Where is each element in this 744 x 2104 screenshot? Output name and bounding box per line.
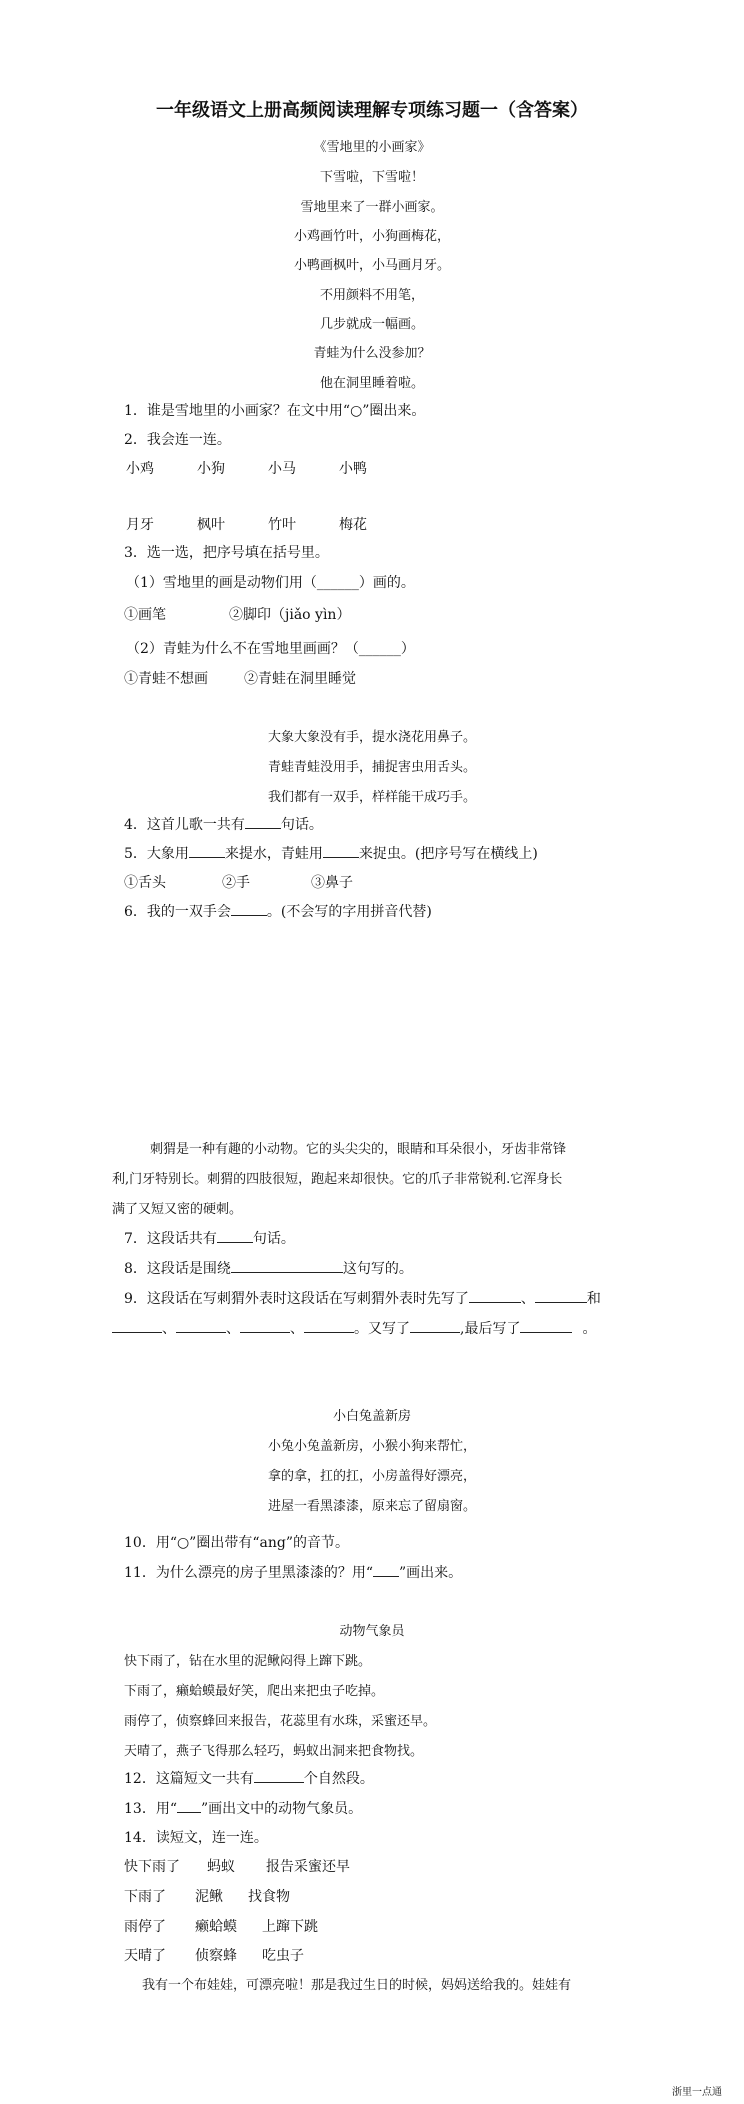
question-12 [124,1768,374,1788]
passage1-line: 雪地里来了一群小画家。 [300,200,444,215]
match-cell: 找食物 [248,1889,290,1905]
question-4 [124,814,323,834]
match-item: 月牙 [126,517,154,533]
match-animal: 小鸭 [339,461,367,477]
option: ③鼻子 [311,875,353,891]
passage1-title: 《雪地里的小画家》 [313,140,431,155]
match-cell: 雨停了 [124,1919,166,1935]
option: ②青蛙在洞里睡觉 [244,671,356,687]
question-11 [124,1562,462,1582]
question-9-cont [112,1318,596,1338]
blank[interactable] [469,1288,521,1303]
q9-sep: 、 [162,1321,176,1337]
question-3-1: （1）雪地里的画是动物们用（______）画的。 [126,575,415,591]
match-cell: 快下雨了 [124,1859,180,1875]
match-cell: 蚂蚁 [207,1859,235,1875]
q13-text-end: ”画出文中的动物气象员。 [200,1801,363,1817]
q9-sep: 、 [290,1321,304,1337]
q4-text: 4．这首儿歌一共有 [124,817,245,833]
passage1-line: 几步就成一幅画。 [319,317,424,332]
q9-and: 和 [586,1291,601,1307]
match-cell: 侦察蜂 [195,1948,237,1964]
passage5-line: 天晴了，燕子飞得那么轻巧，蚂蚁出洞来把食物找。 [124,1744,424,1759]
match-item: 枫叶 [197,517,225,533]
option: ②手 [222,875,250,891]
passage4-line: 进屋一看黑漆漆，原来忘了留扇窗。 [267,1499,476,1514]
match-cell: 吃虫子 [262,1948,304,1964]
q11-text-end: ”画出来。 [398,1565,463,1581]
question-5 [124,843,538,863]
question-10: 10．用“○”圈出带有“ang”的音节。 [124,1535,349,1551]
q6-text-end: 。(不会写的字用拼音代替) [266,904,432,920]
blank[interactable] [323,843,359,858]
match-cell: 下雨了 [124,1889,166,1905]
q8-text-end: 这句写的。 [342,1261,413,1277]
q4-text-end: 句话。 [280,817,323,833]
passage4-title: 小白兔盖新房 [332,1409,411,1424]
blank[interactable] [410,1318,460,1333]
blank[interactable] [520,1318,572,1333]
blank[interactable] [304,1318,354,1333]
match-cell: 上蹿下跳 [262,1919,318,1935]
question-7 [124,1228,295,1248]
match-item: 梅花 [339,517,367,533]
blank[interactable] [535,1288,587,1303]
passage1-line: 他在洞里睡着啦。 [319,376,424,391]
q7-text-end: 句话。 [252,1231,295,1247]
passage2-line: 青蛙青蛙没用手，捕捉害虫用舌头。 [267,760,476,775]
option: ①青蛙不想画 [124,671,208,687]
passage5-line: 雨停了，侦察蜂回来报告，花蕊里有水珠，采蜜还早。 [124,1714,437,1729]
passage3-line: 刺猬是一种有趣的小动物。它的头尖尖的，眼睛和耳朵很小，牙齿非常锋 [150,1142,567,1157]
q9-end: 。 [582,1321,597,1337]
underline-sample [177,1798,201,1813]
option: ②脚印（jiǎo yìn） [229,607,351,623]
passage4-line: 拿的拿，扛的扛，小房盖得好漂亮， [267,1469,476,1484]
question-1: 1．谁是雪地里的小画家？在文中用“○”圈出来。 [124,403,426,419]
match-item: 竹叶 [268,517,296,533]
question-14: 14．读短文，连一连。 [124,1830,268,1846]
question-9 [124,1288,601,1308]
underline-sample [373,1562,399,1577]
blank[interactable] [176,1318,226,1333]
q13-text: 13．用“ [124,1801,177,1817]
q5-text: 来捉虫。(把序号写在横线上) [358,846,538,862]
passage1-line: 不用颜料不用笔， [319,288,424,303]
passage5-line: 快下雨了，钻在水里的泥鳅闷得上蹿下跳。 [124,1654,372,1669]
match-animal: 小鸡 [126,461,154,477]
q9-text: 9．这段话在写刺猬外表时这段话在写刺猬外表时先写了 [124,1291,469,1307]
q9-sep: 、 [226,1321,240,1337]
q8-text: 8．这段话是围绕 [124,1261,231,1277]
passage4-line: 小兔小兔盖新房，小猴小狗来帮忙， [267,1439,476,1454]
q11-text: 11．为什么漂亮的房子里黑漆漆的？用“ [124,1565,373,1581]
passage1-line: 小鸭画枫叶，小马画月牙。 [293,258,450,273]
passage1-line: 下雪啦，下雪啦！ [319,170,424,185]
question-6 [124,901,432,921]
q7-text: 7．这段话共有 [124,1231,217,1247]
question-13 [124,1798,362,1818]
q9-sep: 、 [520,1291,535,1307]
blank[interactable] [231,901,267,916]
document-title: 一年级语文上册高频阅读理解专项练习题一（含答案） [156,100,588,121]
passage2-line: 我们都有一双手，样样能干成巧手。 [267,790,476,805]
blank[interactable] [189,843,225,858]
passage1-line: 青蛙为什么没参加？ [313,346,431,361]
question-8 [124,1258,413,1278]
q12-text: 12．这篇短文一共有 [124,1771,254,1787]
blank[interactable] [112,1318,162,1333]
q5-text: 5．大象用 [124,846,189,862]
option: ①画笔 [124,607,166,623]
passage3-line: 满了又短又密的硬刺。 [112,1202,243,1217]
blank[interactable] [231,1258,343,1273]
q9-mid: 。又写了 [354,1321,410,1337]
passage6-line: 我有一个布娃娃，可漂亮啦！那是我过生日的时候，妈妈送给我的。娃娃有 [142,1978,572,1993]
passage2-line: 大象大象没有手，提水浇花用鼻子。 [267,730,476,745]
q6-text: 6．我的一双手会 [124,904,231,920]
question-3: 3．选一选，把序号填在括号里。 [124,545,329,561]
match-cell: 泥鳅 [195,1889,223,1905]
match-animal: 小马 [268,461,296,477]
footer-brand: 浙里一点通 [672,2087,722,2098]
passage3-line: 利,门牙特别长。刺猬的四肢很短，跑起来却很快。它的爪子非常锐利.它浑身长 [112,1172,563,1187]
passage5-title: 动物气象员 [339,1624,405,1639]
passage5-line: 下雨了，癞蛤蟆最好笑，爬出来把虫子吃掉。 [124,1684,385,1699]
question-3-2: （2）青蛙为什么不在雪地里画画？（______） [126,641,415,657]
match-animal: 小狗 [197,461,225,477]
blank[interactable] [254,1768,304,1783]
option: ①舌头 [124,875,166,891]
blank[interactable] [245,814,281,829]
q5-text: 来提水，青蛙用 [224,846,323,862]
blank[interactable] [217,1228,253,1243]
q9-last: ,最后写了 [460,1321,521,1337]
blank[interactable] [240,1318,290,1333]
match-cell: 报告采蜜还早 [266,1859,350,1875]
match-cell: 癞蛤蟆 [195,1919,237,1935]
question-2: 2．我会连一连。 [124,432,231,448]
match-cell: 天晴了 [124,1948,166,1964]
passage1-line: 小鸡画竹叶，小狗画梅花， [293,229,450,244]
q12-text-end: 个自然段。 [303,1771,374,1787]
